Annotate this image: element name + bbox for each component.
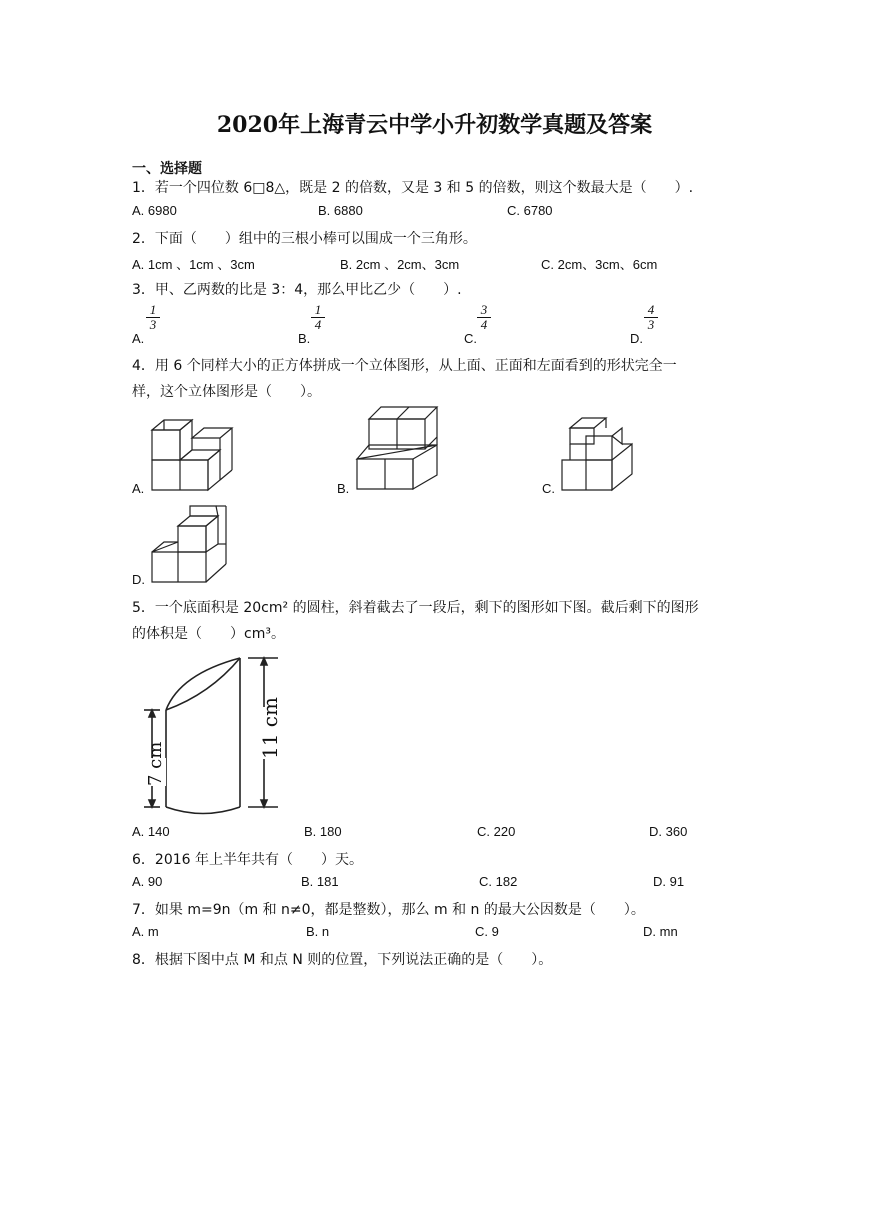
q4-figure-b — [355, 405, 441, 491]
q4-figure-a — [150, 410, 236, 492]
q3-fraction-c: $\frac{3}{4}$ — [477, 303, 491, 332]
q2-option-a[interactable]: A. 1cm 、1cm 、3cm — [132, 257, 255, 272]
figure-label-7cm: 7 cm — [145, 741, 166, 786]
q5-option-d[interactable]: D. 360 — [649, 824, 688, 839]
q4-option-a[interactable]: A. — [132, 481, 145, 496]
q6-option-a[interactable]: A. 90 — [132, 874, 163, 889]
q7-option-a[interactable]: A. m — [132, 924, 159, 939]
q1-option-c[interactable]: C. 6780 — [507, 203, 553, 218]
q3-option-d[interactable]: D. — [630, 331, 643, 346]
q4-figure-d — [150, 504, 230, 584]
q3-fraction-a: $\frac{1}{3}$ — [146, 303, 160, 332]
q6-option-d[interactable]: D. 91 — [653, 874, 685, 889]
question-2: 2．下面（ ）组中的三根小棒可以围成一个三角形。 — [132, 231, 477, 247]
q7-option-b[interactable]: B. n — [306, 924, 330, 939]
question-6: 6．2016 年上半年共有（ ）天。 — [132, 852, 363, 868]
q3-option-b[interactable]: B. — [298, 331, 311, 346]
q7-option-d[interactable]: D. mn — [643, 924, 678, 939]
question-3: 3．甲、乙两数的比是 3：4，那么甲比乙少（ ）. — [132, 282, 462, 298]
question-8: 8．根据下图中点 M 和点 N 则的位置，下列说法正确的是（ ）。 — [132, 952, 553, 968]
q6-option-c[interactable]: C. 182 — [479, 874, 518, 889]
q4-option-b[interactable]: B. — [337, 481, 350, 496]
q5-option-c[interactable]: C. 220 — [477, 824, 516, 839]
question-4-line1: 4．用 6 个同样大小的正方体拼成一个立体图形，从上面、正面和左面看到的形状完全一 — [132, 358, 677, 374]
q3-fraction-d: $\frac{4}{3}$ — [644, 303, 658, 332]
page-title: 2020年上海青云中学小升初数学真题及答案 — [216, 112, 653, 138]
q7-option-c[interactable]: C. 9 — [475, 924, 499, 939]
figure-label-11cm: 11 cm — [258, 697, 282, 759]
q4-option-c[interactable]: C. — [542, 481, 555, 496]
q3-option-a[interactable]: A. — [132, 331, 145, 346]
q5-option-b[interactable]: B. 180 — [304, 824, 342, 839]
q2-option-b[interactable]: B. 2cm 、2cm、3cm — [340, 257, 460, 272]
q4-option-d[interactable]: D. — [132, 572, 145, 587]
q3-option-c[interactable]: C. — [464, 331, 477, 346]
q5-option-a[interactable]: A. 140 — [132, 824, 170, 839]
q4-figure-c — [560, 414, 636, 492]
q1-option-a[interactable]: A. 6980 — [132, 203, 177, 218]
section-heading: 一、选择题 — [132, 161, 202, 177]
question-7: 7．如果 m=9n（m 和 n≠0，都是整数），那么 m 和 n 的最大公因数是（ ）。 — [132, 902, 645, 918]
question-1: 1．若一个四位数 6□8△，既是 2 的倍数，又是 3 和 5 的倍数，则这个数最大是（ ）. — [132, 180, 694, 196]
q2-option-c[interactable]: C. 2cm、3cm、6cm — [541, 257, 658, 272]
q3-fraction-b: $\frac{1}{4}$ — [311, 303, 325, 332]
question-5-line1: 5．一个底面积是 20cm² 的圆柱，斜着截去了一段后，剩下的图形如下图。截后剩下的图形 — [132, 600, 699, 616]
question-5-line2: 的体积是（ ）cm³。 — [132, 626, 285, 642]
q1-option-b[interactable]: B. 6880 — [318, 203, 363, 218]
q6-option-b[interactable]: B. 181 — [301, 874, 339, 889]
question-4-line2: 样，这个立体图形是（ ）。 — [132, 384, 321, 400]
